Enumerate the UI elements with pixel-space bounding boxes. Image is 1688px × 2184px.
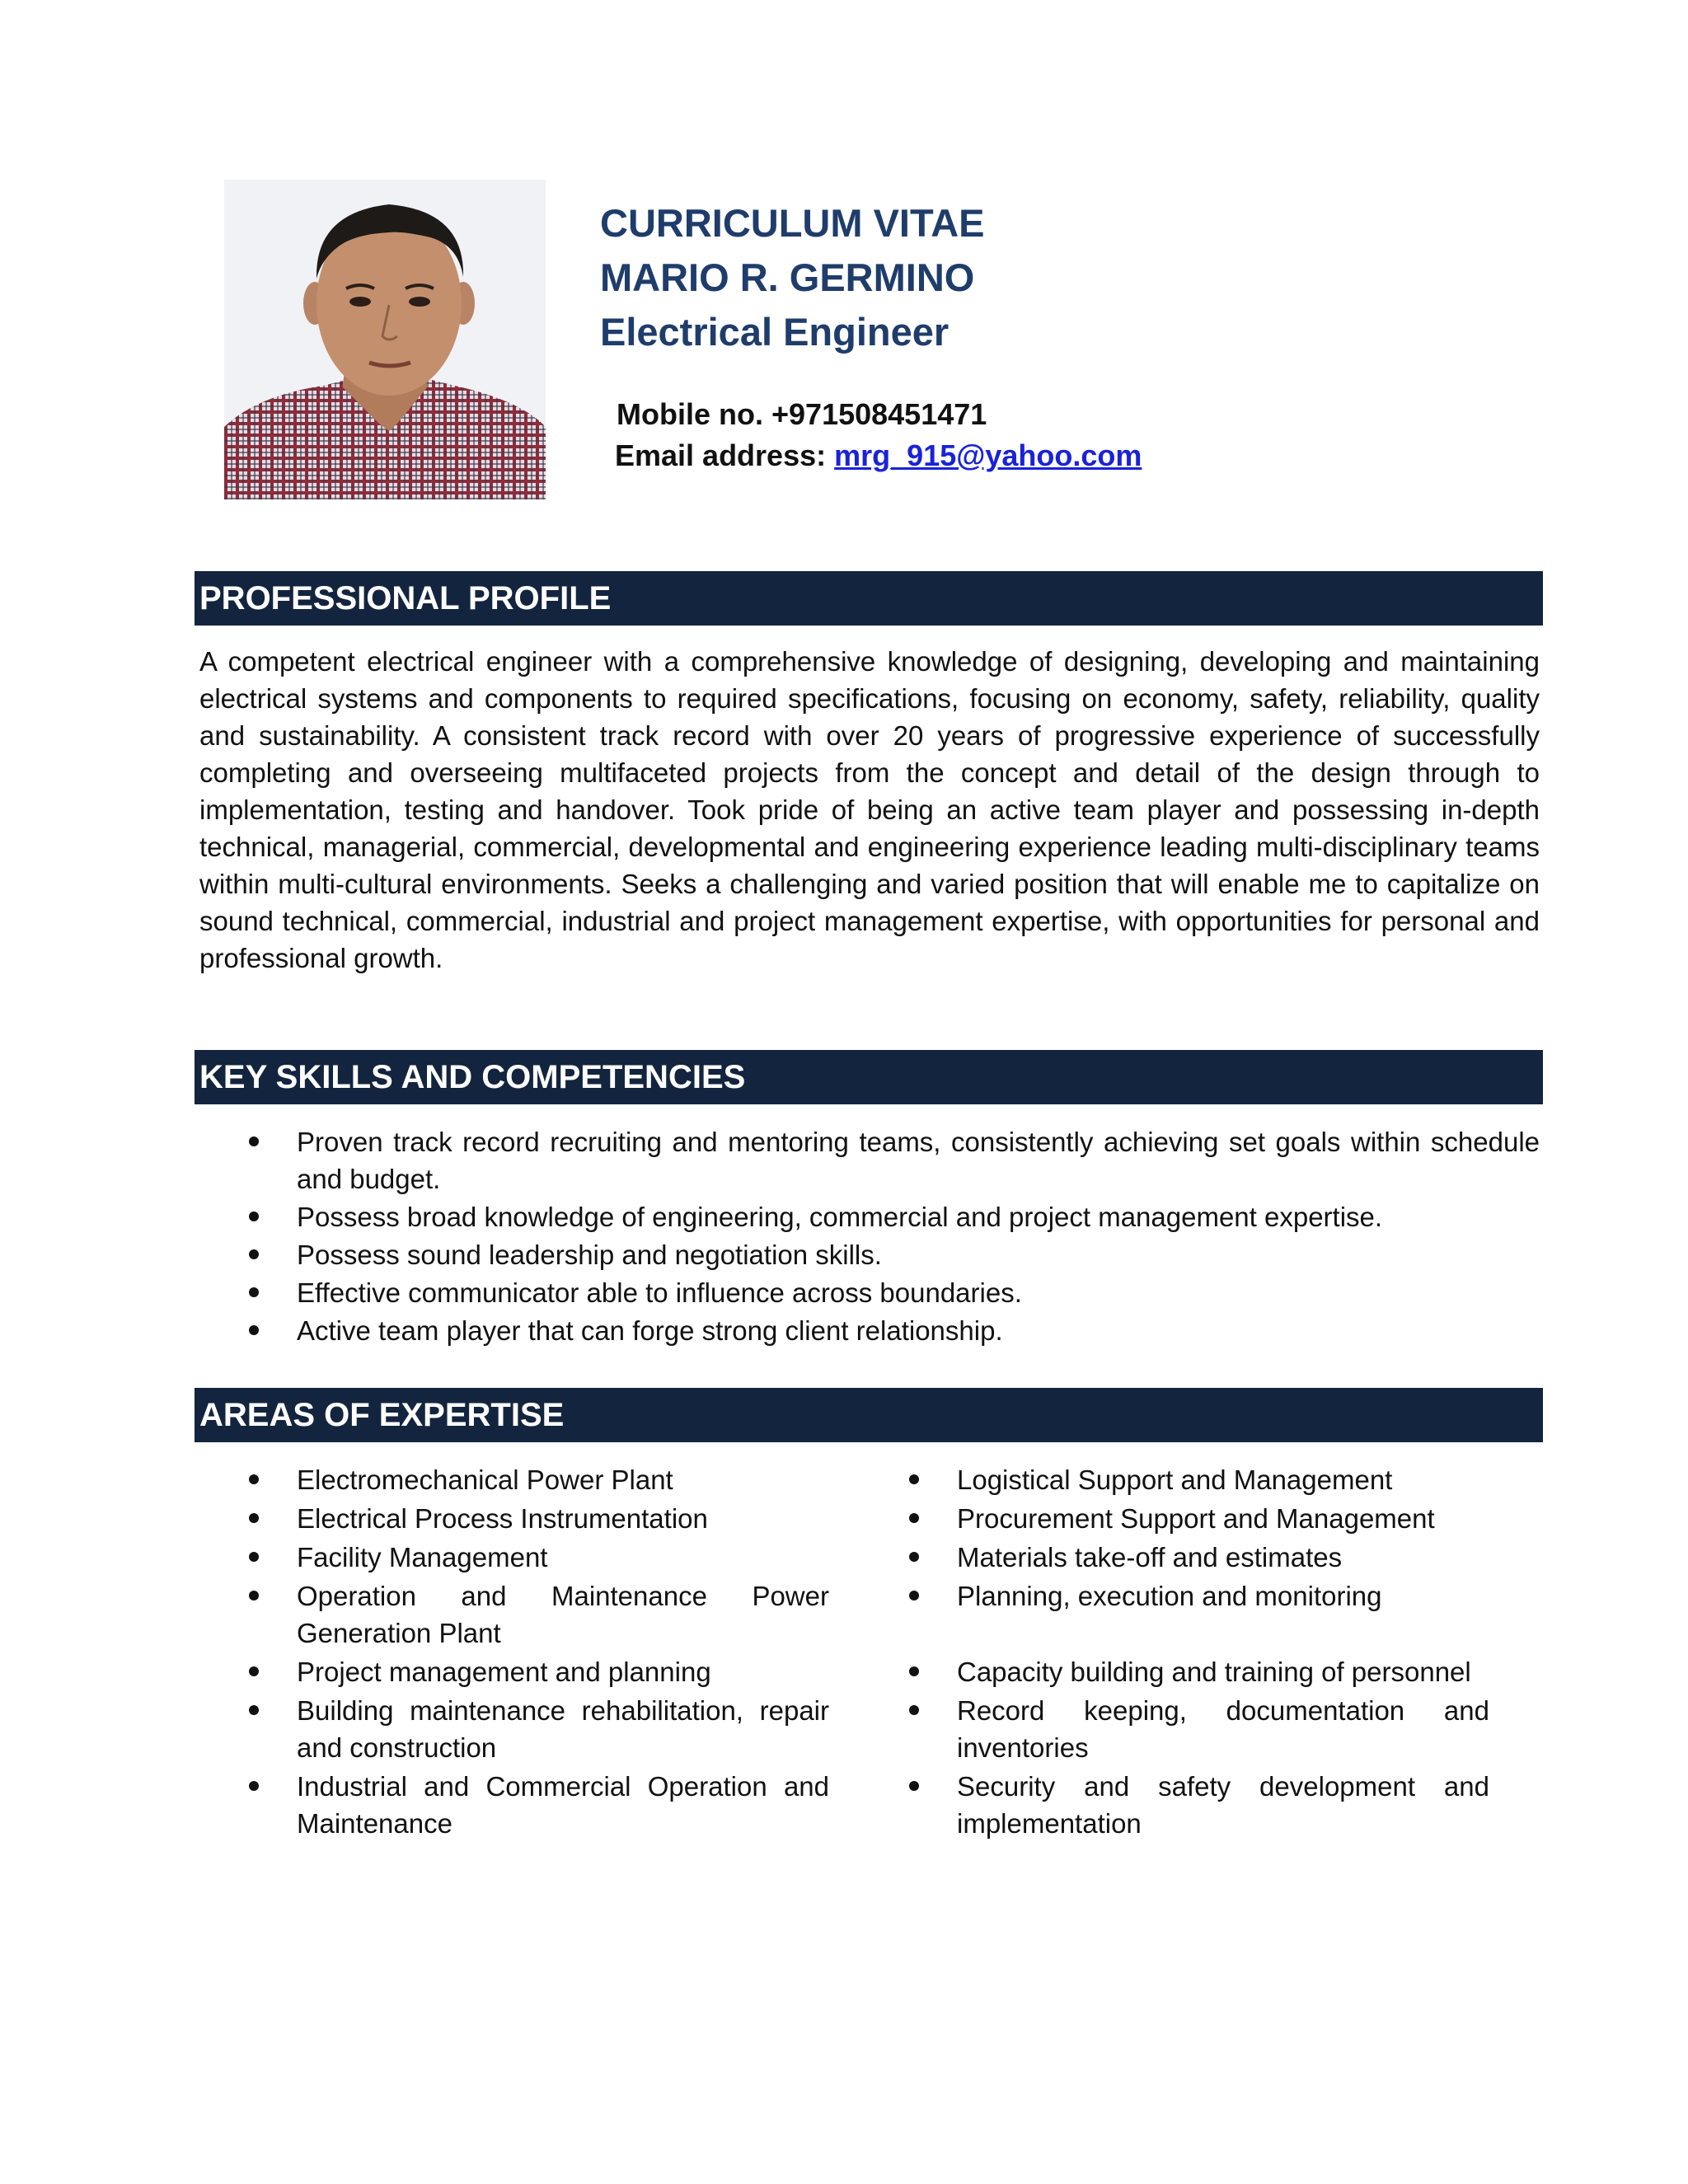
list-item: Possess broad knowledge of engineering, commercial and project management expertise. [249, 1198, 1540, 1235]
bullet-icon [909, 1474, 919, 1484]
bullet-icon [249, 1287, 259, 1297]
document-title: CURRICULUM VITAE [600, 201, 985, 245]
list-item: Capacity building and training of personnel [909, 1653, 1489, 1690]
mobile-line [617, 394, 1142, 435]
mobile-label: Mobile no. [617, 397, 763, 431]
bullet-icon [909, 1666, 919, 1676]
list-item: Building maintenance rehabilitation, repair and construction [249, 1692, 829, 1766]
bullet-icon [909, 1513, 919, 1523]
bullet-icon [249, 1513, 259, 1523]
list-item: Security and safety development and implementation [909, 1768, 1489, 1842]
section-heading-profile: PROFESSIONAL PROFILE [195, 571, 1543, 626]
list-item: Possess sound leadership and negotiation skills. [249, 1236, 1540, 1273]
expertise-list-right [909, 1461, 1489, 1844]
email-label: Email address: [615, 438, 827, 472]
email-link[interactable]: mrg_915@yahoo.com [834, 438, 1142, 472]
list-item: Industrial and Commercial Operation and Maintenance [249, 1768, 829, 1842]
bullet-icon [249, 1705, 259, 1715]
list-item: Electrical Process Instrumentation [249, 1500, 829, 1537]
bullet-icon [249, 1781, 259, 1791]
bullet-icon [909, 1781, 919, 1791]
bullet-icon [249, 1137, 259, 1146]
profile-photo [224, 180, 546, 499]
bullet-icon [249, 1212, 259, 1221]
contact-info [617, 394, 1142, 476]
email-line [615, 435, 1142, 476]
list-item: Active team player that can forge strong client relationship. [249, 1312, 1540, 1349]
bullet-icon [909, 1591, 919, 1601]
list-item: Facility Management [249, 1539, 829, 1576]
bullet-icon [249, 1249, 259, 1259]
section-heading-expertise: AREAS OF EXPERTISE [195, 1388, 1543, 1442]
list-item: Record keeping, documentation and inventories [909, 1692, 1489, 1766]
list-item: Project management and planning [249, 1653, 829, 1690]
skills-list [249, 1123, 1540, 1350]
mobile-number: +971508451471 [771, 397, 987, 431]
section-heading-skills: KEY SKILLS AND COMPETENCIES [195, 1050, 1543, 1104]
person-name: MARIO R. GERMINO [600, 255, 975, 299]
bullet-icon [909, 1705, 919, 1715]
list-item: Logistical Support and Management [909, 1461, 1489, 1498]
title-block [600, 196, 985, 359]
list-item: Operation and Maintenance Power Generation Plant [249, 1577, 829, 1652]
list-item: Electromechanical Power Plant [249, 1461, 829, 1498]
bullet-icon [909, 1552, 919, 1562]
job-title: Electrical Engineer [600, 310, 950, 354]
profile-paragraph: A competent electrical engineer with a comprehensive knowledge of designing, developing and maintaining electrical systems and components to required specifications, focusing on economy, safety, reliability, quality and sustainability. A consistent track record with over 20 years of progressive experience of successfully completing and overseeing multifaceted projects from the concept and detail of the design through to implementation, testing and handover. Took pride of being an active team player and possessing in-depth technical, managerial, commercial, developmental and engineering experience leading multi-disciplinary teams within multi-cultural environments. Seeks a challenging and varied position that will enable me to capitalize on sound technical, commercial, industrial and project management expertise, with opportunities for personal and professional growth. [199, 646, 1540, 973]
list-item: Procurement Support and Management [909, 1500, 1489, 1537]
list-item: Effective communicator able to influence across boundaries. [249, 1274, 1540, 1311]
bullet-icon [249, 1325, 259, 1335]
bullet-icon [249, 1591, 259, 1601]
list-item: Proven track record recruiting and mentoring teams, consistently achieving set goals within schedule and budget. [249, 1123, 1540, 1197]
expertise-list-left [249, 1461, 829, 1844]
bullet-icon [249, 1666, 259, 1676]
list-item: Planning, execution and monitoring [909, 1577, 1489, 1615]
bullet-icon [249, 1552, 259, 1562]
bullet-icon [249, 1474, 259, 1484]
list-item: Materials take-off and estimates [909, 1539, 1489, 1576]
